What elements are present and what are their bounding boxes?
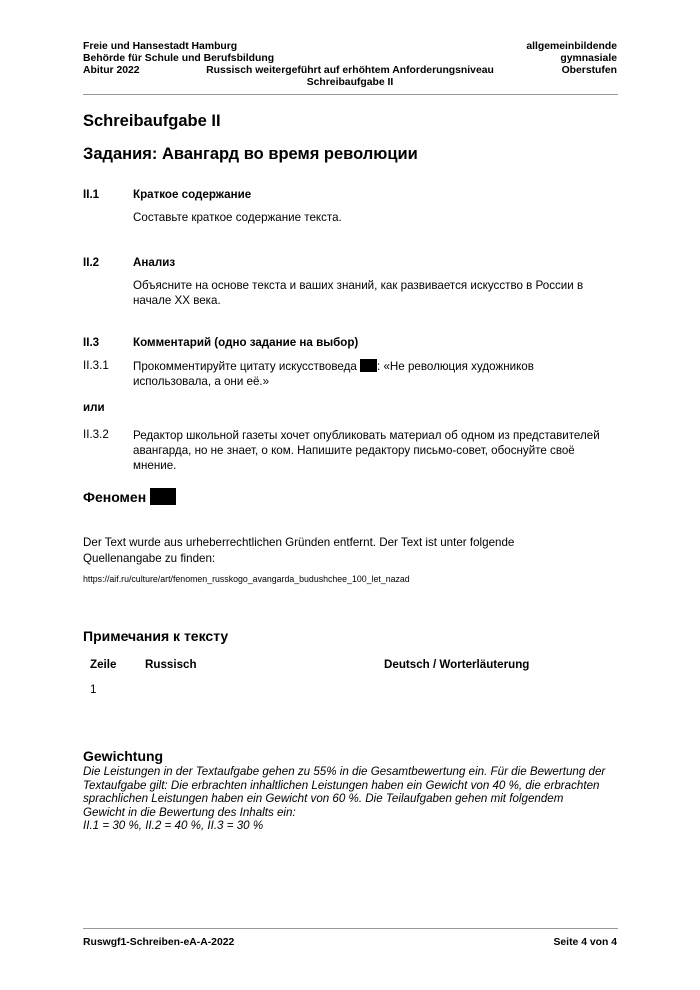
text-heading xyxy=(83,488,176,505)
notice-line: Quellenangabe zu finden: xyxy=(83,552,216,565)
redaction-box xyxy=(360,359,377,372)
header-school-type-3: Oberstufen xyxy=(561,65,617,76)
quote-intro: Прокомментируйте цитату искусствоведа xyxy=(133,360,361,373)
task-text xyxy=(133,278,583,308)
task-number: II.3.2 xyxy=(83,428,109,441)
copyright-notice xyxy=(83,535,514,567)
header-state: Freie und Hansestadt Hamburg xyxy=(83,41,238,52)
task-text xyxy=(133,428,613,473)
page-title: Schreibaufgabe II xyxy=(83,112,221,130)
task-heading: Комментарий (одно задание на выбор) xyxy=(133,336,359,349)
task-text: Составьте краткое содержание текста. xyxy=(133,211,342,224)
page-subtitle: Задания: Авангард во время революции xyxy=(83,145,418,163)
weighting-line: Die Leistungen in der Textaufgabe gehen zu 55% in die Gesamtbewertung ein. Für die Bewertung der xyxy=(83,765,606,778)
weighting-line: sprachlichen Leistungen haben ein Gewicht von 60 %. Die Teilaufgaben gehen mit folgendem xyxy=(83,792,564,805)
header-right xyxy=(526,41,617,77)
source-url: https://aif.ru/culture/art/fenomen_russkogo_avangarda_budushchee_100_let_nazad xyxy=(83,574,410,584)
header-school-type-2: gymnasiale xyxy=(560,53,617,64)
header-divider xyxy=(83,94,618,95)
task-text-line: начале XX века. xyxy=(133,294,221,307)
task-heading: Краткое содержание xyxy=(133,188,252,201)
task-text xyxy=(133,359,613,389)
weighting-line: Gewicht in die Bewertung des Inhalts ein: xyxy=(83,805,296,819)
task-number: II.3 xyxy=(83,336,100,349)
weighting-line: Textaufgabe gilt: Die erbrachten inhaltlichen Leistungen haben ein Gewicht von 40 %, die erbrachten xyxy=(83,778,600,792)
task-text-line: мнение. xyxy=(133,459,177,472)
header-exam: Abitur 2022 xyxy=(83,65,140,76)
notice-line: Der Text wurde aus urheberrechtlichen Gründen entfernt. Der Text ist unter folgende xyxy=(83,536,515,549)
notes-column-line: Zeile xyxy=(90,658,117,671)
quote-text: : «Не революция художников xyxy=(377,360,534,373)
notes-column-german: Deutsch / Worterläuterung xyxy=(384,658,530,671)
task-text-line: Объясните на основе текста и ваших знаний, как развивается искусство в России в xyxy=(133,279,584,292)
header-authority: Behörde für Schule und Berufsbildung xyxy=(83,53,275,64)
header-task-name: Schreibaufgabe II xyxy=(306,77,394,88)
task-text-line xyxy=(133,359,613,374)
header-course: Russisch weitergeführt auf erhöhtem Anforderungsniveau xyxy=(206,65,494,76)
notes-heading: Примечания к тексту xyxy=(83,628,229,644)
notes-row-line-number: 1 xyxy=(90,683,97,696)
weighting-heading: Gewichtung xyxy=(83,748,164,764)
footer-divider xyxy=(83,928,618,929)
or-label: или xyxy=(83,401,105,414)
footer-page-number: Seite 4 von 4 xyxy=(553,937,617,948)
redaction-box xyxy=(150,488,176,505)
task-text-line: использовала, а они её.» xyxy=(133,375,270,388)
task-number: II.3.1 xyxy=(83,359,109,372)
header-center xyxy=(180,65,520,89)
task-heading: Анализ xyxy=(133,256,176,269)
header-school-type-1: allgemeinbildende xyxy=(526,41,617,52)
footer-document-id: Ruswgf1-Schreiben-eA-A-2022 xyxy=(83,937,235,948)
task-text-line: авангарда, но не знает, о ком. Напишите редактору письмо-совет, обоснуйте своё xyxy=(133,444,575,457)
weighting-line: II.1 = 30 %, II.2 = 40 %, II.3 = 30 % xyxy=(83,819,264,832)
notes-column-russian: Russisch xyxy=(145,658,197,671)
task-text-line: Редактор школьной газеты хочет опубликовать материал об одном из представителей xyxy=(133,429,600,442)
task-number: II.2 xyxy=(83,256,100,269)
text-heading-label: Феномен xyxy=(83,489,147,505)
weighting-text xyxy=(83,765,623,833)
task-number: II.1 xyxy=(83,188,100,201)
